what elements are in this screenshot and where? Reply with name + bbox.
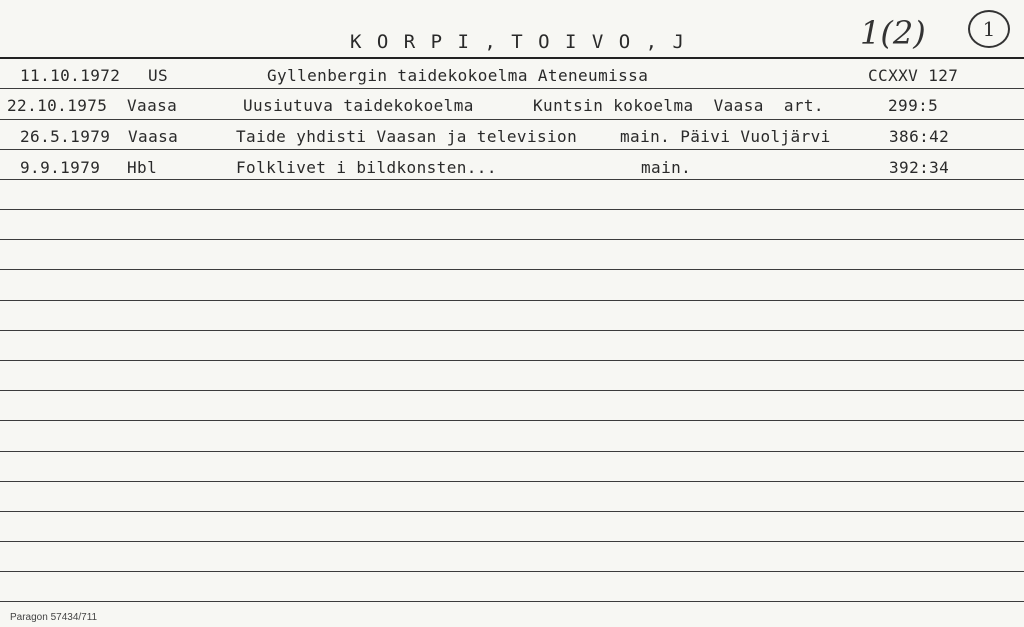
ruled-line bbox=[0, 239, 1024, 240]
ruled-line bbox=[0, 330, 1024, 331]
ruled-line bbox=[0, 511, 1024, 512]
ruled-line bbox=[0, 300, 1024, 301]
ruled-line bbox=[0, 541, 1024, 542]
entry-reference: 386:42 bbox=[889, 127, 950, 146]
card-imprint: Paragon 57434/711 bbox=[10, 612, 98, 623]
entry-title: Taide yhdisti Vaasan ja television bbox=[236, 127, 578, 146]
entry-date: 9.9.1979 bbox=[20, 158, 101, 177]
entry-date: 11.10.1972 bbox=[20, 66, 121, 85]
ruled-line bbox=[0, 88, 1024, 89]
ruled-line bbox=[0, 269, 1024, 270]
entry-note: Kuntsin kokoelma Vaasa art. bbox=[533, 96, 824, 115]
card-header-name: K O R P I , T O I V O , J bbox=[350, 31, 686, 53]
ruled-line bbox=[0, 420, 1024, 421]
ruled-line bbox=[0, 601, 1024, 602]
entry-date: 22.10.1975 bbox=[7, 96, 108, 115]
ruled-line bbox=[0, 481, 1024, 482]
ruled-line bbox=[0, 390, 1024, 391]
entry-note: main. bbox=[641, 158, 692, 177]
entry-date: 26.5.1979 bbox=[20, 127, 111, 146]
entry-note: main. Päivi Vuoljärvi bbox=[620, 127, 831, 146]
ruled-line bbox=[0, 571, 1024, 572]
entry-reference: 299:5 bbox=[888, 96, 939, 115]
circled-number-mark bbox=[968, 10, 1010, 48]
entry-title: Uusiutuva taidekokoelma bbox=[243, 96, 474, 115]
page-number-mark: 1(2) bbox=[860, 14, 926, 52]
ruled-line bbox=[0, 360, 1024, 361]
entry-title: Folklivet i bildkonsten... bbox=[236, 158, 497, 177]
ruled-line bbox=[0, 149, 1024, 150]
circled-number-text: 1 bbox=[982, 17, 996, 41]
entry-reference: CCXXV 127 bbox=[868, 66, 959, 85]
entry-source: Hbl bbox=[127, 158, 158, 177]
entry-source: Vaasa bbox=[128, 127, 179, 146]
ruled-line bbox=[0, 179, 1024, 180]
entry-title: Gyllenbergin taidekokoelma Ateneumissa bbox=[267, 66, 649, 85]
entry-source: US bbox=[148, 66, 169, 85]
entry-source: Vaasa bbox=[127, 96, 178, 115]
ruled-line bbox=[0, 451, 1024, 452]
ruled-line bbox=[0, 209, 1024, 210]
ruled-line bbox=[0, 119, 1024, 120]
header-rule bbox=[0, 57, 1024, 59]
entry-reference: 392:34 bbox=[889, 158, 950, 177]
